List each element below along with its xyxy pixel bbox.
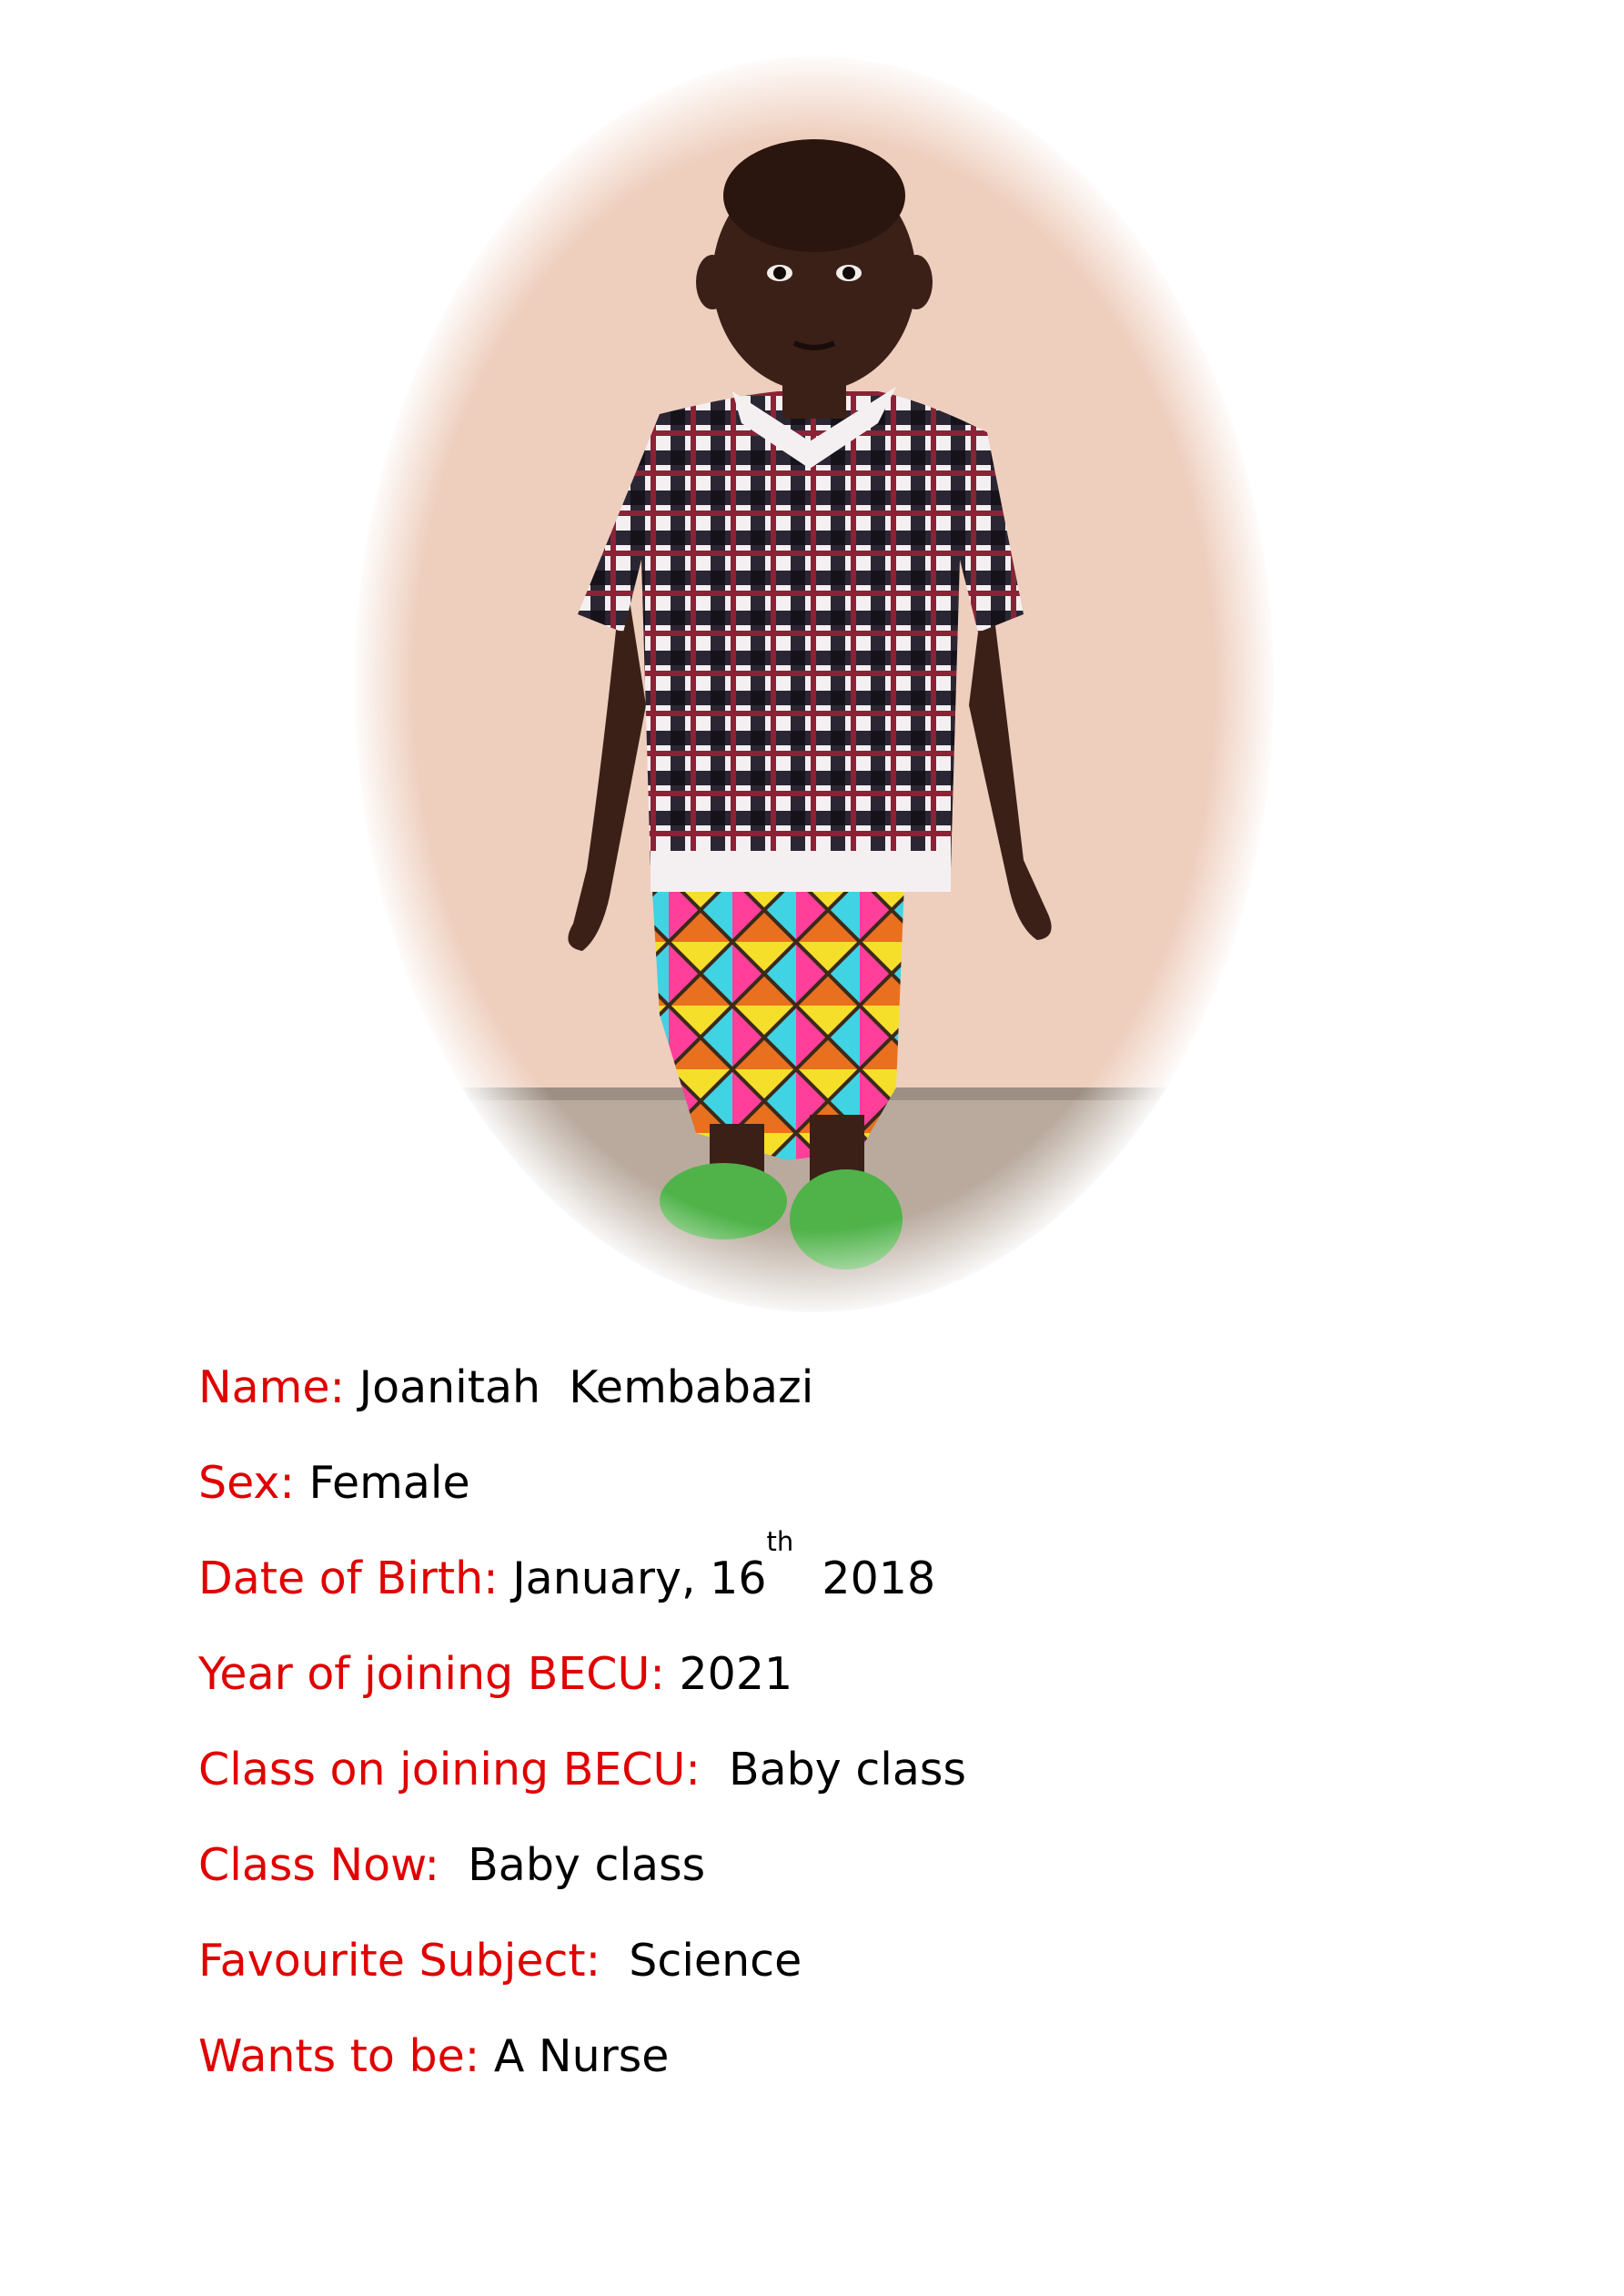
child-portrait-photo bbox=[350, 50, 1278, 1320]
name-label: Name: bbox=[198, 1361, 346, 1413]
class-joined-value: Baby class bbox=[700, 1744, 966, 1795]
dob-value-date: January, 16 bbox=[498, 1553, 767, 1604]
class-joined-label: Class on joining BECU: bbox=[198, 1744, 701, 1795]
class-now-label: Class Now: bbox=[198, 1839, 440, 1891]
wants-to-be-label: Wants to be: bbox=[198, 2030, 480, 2082]
dob-value-year: 2018 bbox=[793, 1553, 936, 1604]
class-now-row bbox=[198, 1834, 1472, 1929]
wants-to-be-row bbox=[198, 2025, 1472, 2120]
favourite-subject-label: Favourite Subject: bbox=[198, 1935, 601, 1987]
name-row bbox=[198, 1356, 1472, 1451]
favourite-subject-row bbox=[198, 1929, 1472, 2025]
dob-label: Date of Birth: bbox=[198, 1553, 499, 1604]
name-value: Joanitah Kembabazi bbox=[345, 1361, 814, 1413]
class-now-value: Baby class bbox=[439, 1839, 706, 1891]
class-joined-row bbox=[198, 1738, 1472, 1834]
year-joined-value: 2021 bbox=[664, 1648, 793, 1700]
portrait-illustration bbox=[350, 50, 1278, 1320]
wants-to-be-value: A Nurse bbox=[479, 2030, 670, 2082]
profile-details bbox=[198, 1356, 1472, 2120]
dob-row: Date of Birth: January, 16 $^{th}$ 2018 bbox=[198, 1547, 1472, 1643]
year-joined-row bbox=[198, 1643, 1472, 1738]
sex-value: Female bbox=[294, 1457, 470, 1509]
favourite-subject-value: Science bbox=[600, 1935, 802, 1987]
year-joined-label: Year of joining BECU: bbox=[198, 1648, 665, 1700]
sex-row bbox=[198, 1451, 1472, 1547]
sex-label: Sex: bbox=[198, 1457, 295, 1509]
